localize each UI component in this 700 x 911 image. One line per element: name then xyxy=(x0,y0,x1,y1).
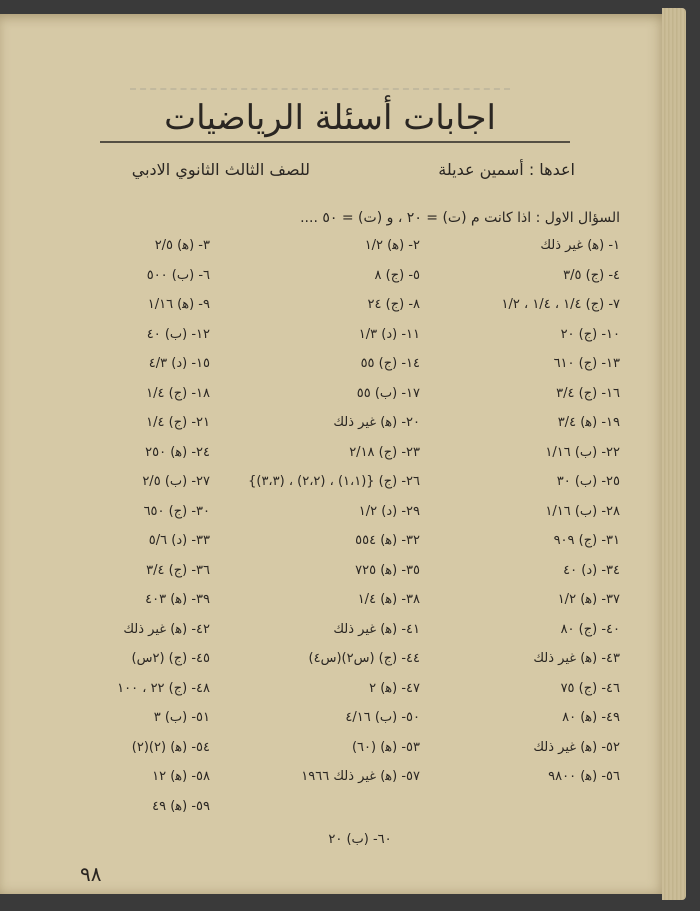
answer-item: ٣٦- (ج) ٣/٤ xyxy=(146,562,210,578)
answer-item: ١٠- (ج) ٢٠ xyxy=(560,326,620,342)
answer-item: ٤٤- (ج) (س٢)(س٤) xyxy=(308,651,420,666)
answer-item: ٥٩- (ﻫ) ٤٩ xyxy=(152,798,210,814)
author-line: اعدها : أسمين عديلة xyxy=(438,160,575,179)
title-underline xyxy=(100,141,570,143)
answer-item: ٣٣- (د) ٥/٦ xyxy=(148,533,210,548)
answer-item: ٤٧- (ﻫ) ٢ xyxy=(369,680,420,696)
page-title: اجابات أسئلة الرياضيات xyxy=(164,98,496,138)
answer-item: ٣٨- (ﻫ) ١/٤ xyxy=(357,592,420,607)
answer-item: ١١- (د) ١/٣ xyxy=(358,326,420,342)
page-edge xyxy=(662,8,686,900)
answer-item: ٤٥- (ج) (٢س) xyxy=(131,651,210,666)
answer-item: ٥١- (ب) ٣ xyxy=(153,710,210,725)
answer-item: ١٥- (د) ٤/٣ xyxy=(148,356,210,371)
answer-item: ٤٢- (ﻫ) غير ذلك xyxy=(123,621,210,637)
answer-item: ٧- (ج) ١/٤ ، ١/٤ ، ١/٢ xyxy=(501,297,620,312)
last-answer: ٦٠- (ب) ٢٠ xyxy=(328,832,392,847)
answer-item: ٢٩- (د) ١/٢ xyxy=(358,503,420,519)
answer-item: ٣٢- (ﻫ) ٥٥٤ xyxy=(355,533,420,548)
answer-item: ٤٦- (ج) ٧٥ xyxy=(560,680,620,696)
answer-item: ٣٧- (ﻫ) ١/٢ xyxy=(557,592,620,607)
answer-item: ٣١- (ج) ٩٠٩ xyxy=(553,533,620,548)
answer-item: ٢٠- (ﻫ) غير ذلك xyxy=(333,415,420,430)
answer-item: ١٦- (ج) ٣/٤ xyxy=(556,385,620,401)
answer-item: ٤- (ج) ٣/٥ xyxy=(563,267,620,283)
answer-item: ١٢- (ب) ٤٠ xyxy=(146,326,210,342)
bleed-through-ink xyxy=(130,48,510,90)
answer-item: ٥٦- (ﻫ) ٩٨٠٠ xyxy=(548,769,620,784)
answer-item: ٥- (ج) ٨ xyxy=(374,267,420,283)
answer-item: ٢٨- (ب) ١/١٦ xyxy=(545,503,620,519)
answer-item: ٩- (ﻫ) ١/١٦ xyxy=(147,297,210,312)
answer-item: ٥٣- (ﻫ) (٦٠) xyxy=(351,739,420,755)
answer-item: ٤٩- (ﻫ) ٨٠ xyxy=(562,710,620,725)
answer-item: ١٩- (ﻫ) ٣/٤ xyxy=(557,415,620,430)
notebook-page xyxy=(0,14,668,894)
answer-item: ٥٠- (ب) ٤/١٦ xyxy=(345,710,420,725)
answer-item: ١٣- (ج) ٦١٠ xyxy=(553,356,620,371)
answer-item: ٤٨- (ج) ٢٢ ، ١٠٠ xyxy=(117,680,210,696)
answer-item: ٢٣- (ج) ٢/١٨ xyxy=(349,444,420,460)
answer-item: ٢١- (ج) ١/٤ xyxy=(146,415,210,430)
answer-item: ٥٢- (ﻫ) غير ذلك xyxy=(533,739,620,755)
answer-item: ٥٨- (ﻫ) ١٢ xyxy=(152,769,210,784)
page-number: ٩٨ xyxy=(80,862,102,886)
answer-item: ٣٥- (ﻫ) ٧٢٥ xyxy=(355,562,420,578)
question-heading: السؤال الاول : اذا كانت م (ت) = ٢٠ ، و (ت) = ٥٠ .... xyxy=(300,210,620,226)
answer-item: ١٨- (ج) ١/٤ xyxy=(146,385,210,401)
answer-item: ٢٥- (ب) ٣٠ xyxy=(556,474,620,489)
answer-item: ٣٤- (د) ٤٠ xyxy=(563,562,620,578)
answer-item: ٨- (ج) ٢٤ xyxy=(367,297,420,312)
answer-item: ١٤- (ج) ٥٥ xyxy=(360,356,420,371)
class-line: للصف الثالث الثانوي الادبي xyxy=(131,160,310,179)
answer-item: ١٧- (ب) ٥٥ xyxy=(356,385,420,401)
answer-item: ٢٦- (ج) {(١،١) ، (٢،٢) ، (٣،٣)} xyxy=(248,474,420,489)
answer-item: ٣٩- (ﻫ) ٤٠٣ xyxy=(145,592,210,607)
answer-item: ٢٢- (ب) ١/١٦ xyxy=(545,444,620,460)
answer-item: ٣٠- (ج) ٦٥٠ xyxy=(143,503,210,519)
answer-item: ٤٠- (ج) ٨٠ xyxy=(560,621,620,637)
answer-item: ٦- (ب) ٥٠٠ xyxy=(146,267,210,283)
answer-item: ٢٧- (ب) ٢/٥ xyxy=(142,474,210,489)
answer-item: ٥٧- (ﻫ) غير ذلك ١٩٦٦ xyxy=(301,769,420,784)
answer-grid xyxy=(40,234,640,834)
answer-item: ٣- (ﻫ) ٢/٥ xyxy=(154,238,210,253)
answer-item: ١- (ﻫ) غير ذلك xyxy=(540,238,620,253)
answer-item: ٤١- (ﻫ) غير ذلك xyxy=(333,621,420,637)
answer-item: ٥٤- (ﻫ) (٢)(٢) xyxy=(131,739,210,755)
answer-item: ٢- (ﻫ) ١/٢ xyxy=(364,238,420,253)
answer-item: ٢٤- (ﻫ) ٢٥٠ xyxy=(145,444,210,460)
answer-item: ٤٣- (ﻫ) غير ذلك xyxy=(533,651,620,666)
